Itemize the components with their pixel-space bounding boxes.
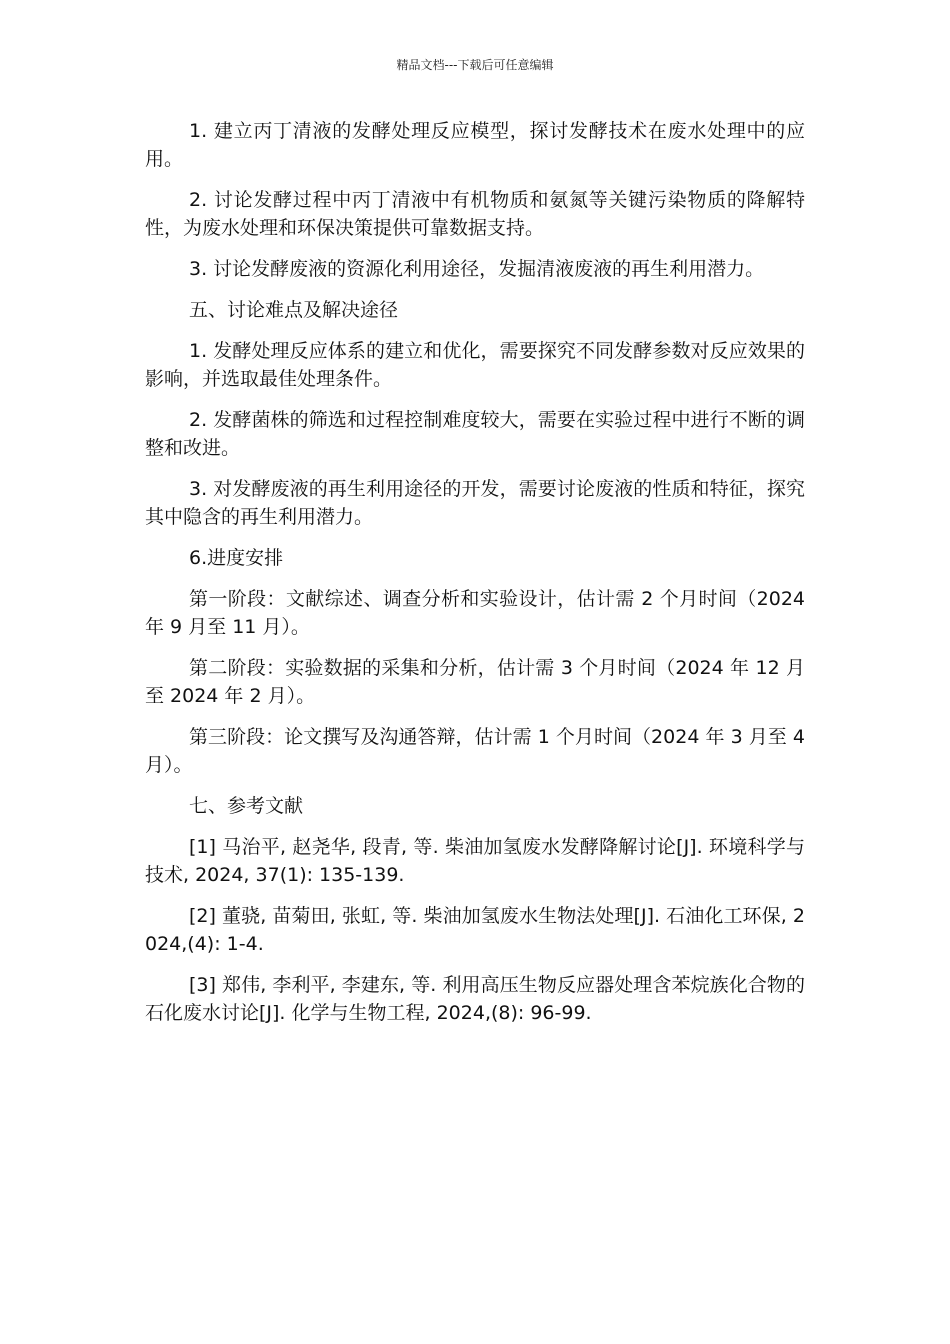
schedule-phase-2: 第二阶段：实验数据的采集和分析，估计需 3 个月时间（2024 年 12 月至 2024 年 2 月）。: [145, 657, 805, 707]
schedule-phase-1: 第一阶段：文献综述、调查分析和实验设计，估计需 2 个月时间（2024 年 9 月至 11 月）。: [145, 588, 805, 638]
section-heading-references: 七、参考文献: [189, 795, 304, 817]
section-heading-difficulties: 五、讨论难点及解决途径: [189, 299, 399, 321]
reference-3: [3] 郑伟, 李利平, 李建东, 等. 利用高压生物反应器处理含苯烷族化合物的石化废水讨论[J]. 化学与生物工程, 2024,(8): 96-99.: [145, 974, 805, 1024]
difficulty-3: 3. 对发酵废液的再生利用途径的开发，需要讨论废液的性质和特征，探究其中隐含的再生利用潜力。: [145, 478, 805, 528]
reference-1: [1] 马治平, 赵尧华, 段青, 等. 柴油加氢废水发酵降解讨论[J]. 环境科学与技术, 2024, 37(1): 135-139.: [145, 836, 805, 886]
difficulty-2: 2. 发酵菌株的筛选和过程控制难度较大，需要在实验过程中进行不断的调整和改进。: [145, 409, 805, 459]
schedule-phase-3: 第三阶段：论文撰写及沟通答辩，估计需 1 个月时间（2024 年 3 月至 4 月）。: [145, 726, 805, 776]
reference-2: [2] 董骁, 苗菊田, 张虹, 等. 柴油加氢废水生物法处理[J]. 石油化工环保, 2024,(4): 1-4.: [145, 905, 805, 955]
objective-2: 2. 讨论发酵过程中丙丁清液中有机物质和氨氮等关键污染物质的降解特性，为废水处理和环保决策提供可靠数据支持。: [145, 189, 805, 239]
section-heading-schedule: 6.进度安排: [189, 547, 284, 569]
page-header: 精品文档---下载后可任意编辑: [396, 58, 554, 72]
objective-3: 3. 讨论发酵废液的资源化利用途径，发掘清液废液的再生利用潜力。: [189, 258, 765, 280]
difficulty-1: 1. 发酵处理反应体系的建立和优化，需要探究不同发酵参数对反应效果的影响，并选取最佳处理条件。: [145, 340, 805, 390]
document-body: [145, 117, 805, 1040]
objective-1: 1. 建立丙丁清液的发酵处理反应模型，探讨发酵技术在废水处理中的应用。: [145, 120, 805, 170]
